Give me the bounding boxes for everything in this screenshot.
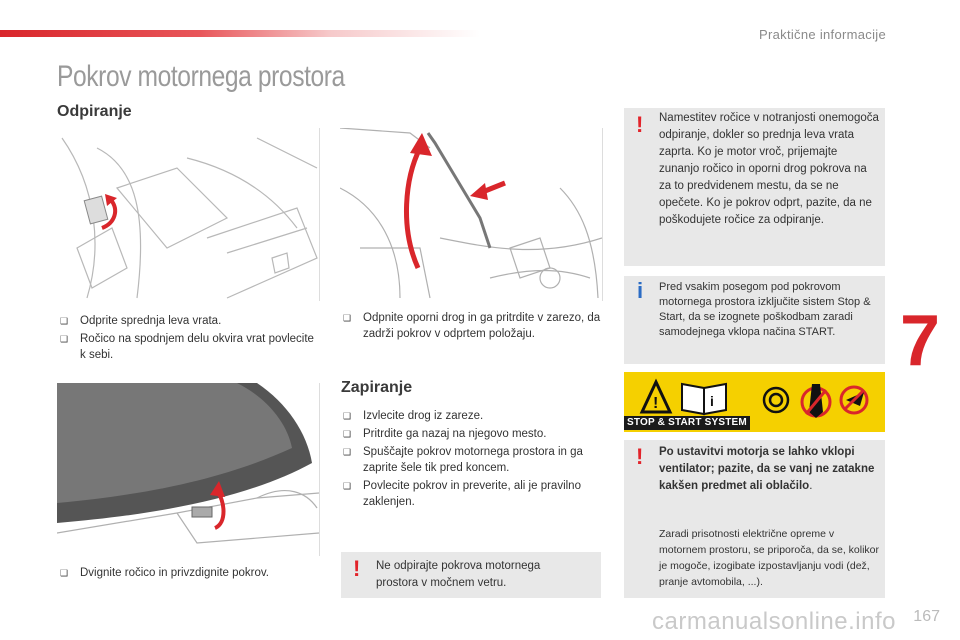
warning-fan-bold: Po ustavitvi motorja se lahko vklopi ventilator; pazite, da se vanj ne zatakne kakšen predmet ali oblačilo: [659, 446, 875, 492]
stop-start-banner: [624, 372, 885, 432]
list-item: ❑ Izvlecite drog iz zareze.: [343, 408, 605, 424]
warning-fan-end: .: [809, 480, 813, 492]
no-hand-icon: [841, 387, 867, 413]
fan-belt-icon: [764, 388, 788, 412]
info-stopstart-text: Pred vsakim posegom pod pokrovom motornega prostora izključite sistem Stop & Start, da se izognete poškodbam zaradi samodejnega vklopa načina START.: [659, 281, 871, 338]
closing-heading: Zapiranje: [341, 379, 413, 396]
list-item: ❑ Odprite sprednja leva vrata.: [60, 313, 315, 329]
chapter-number: 7: [899, 301, 940, 381]
no-tie-icon: [802, 384, 830, 418]
figure-bonnet-lever: [57, 383, 320, 556]
warning-fan-box: [624, 440, 885, 598]
list-item: ❑ Odpnite oporni drog in ga pritrdite v zarezo, da zadrži pokrov v odprtem položaju.: [343, 310, 605, 342]
warning-wind-text: Ne odpirajte pokrova motornega prostora v močnem vetru.: [376, 560, 541, 589]
electrical-note: Zaradi prisotnosti električne opreme v motornem prostoru, se priporoča, da se, kolikor je mogoče, izogibate izpostavljanju vodi (dež, pranje avtomobila, ...).: [659, 528, 880, 588]
warning-fan-text: [659, 444, 879, 495]
info-icon: i: [637, 278, 644, 303]
svg-text:i: i: [710, 393, 714, 409]
warning-exclamation-icon: !: [636, 112, 644, 137]
door-lever-illustration: [57, 128, 319, 301]
section-header: Praktične informacije: [759, 27, 886, 42]
prop-rod-illustration: [340, 128, 602, 301]
page-number: 167: [913, 608, 940, 625]
bonnet-lever-illustration: [57, 383, 319, 556]
warning-exclamation-icon: !: [636, 444, 644, 469]
warning-lever-box: [624, 108, 885, 266]
opening-steps-left: [60, 313, 315, 365]
info-stopstart-box: [624, 276, 885, 364]
watermark: carmanualsonline.info: [652, 608, 896, 635]
warning-exclamation-icon: !: [353, 556, 361, 581]
list-item: ❑ Ročico na spodnjem delu okvira vrat povlecite k sebi.: [60, 331, 315, 363]
page-title: Pokrov motornega prostora: [57, 60, 345, 93]
svg-text:!: !: [653, 395, 659, 412]
list-item: ❑ Povlecite pokrov in preverite, ali je pravilno zaklenjen.: [343, 478, 605, 510]
figure-prop-rod: [340, 128, 603, 301]
stop-start-label: STOP & START SYSTEM: [624, 416, 750, 430]
list-item: ❑ Dvignite ročico in privzdignite pokrov.: [60, 565, 315, 581]
list-item: ❑ Spuščajte pokrov motornega prostora in ga zaprite šele tik pred koncem.: [343, 444, 605, 476]
opening-steps-middle: [343, 310, 605, 344]
figure-door-lever: [57, 128, 320, 301]
opening-heading: Odpiranje: [57, 103, 132, 120]
closing-steps: [343, 408, 605, 512]
opening-step-lower: [60, 565, 315, 583]
manual-book-icon: [682, 384, 726, 414]
list-item: ❑ Pritrdite ga nazaj na njegovo mesto.: [343, 426, 605, 442]
warning-lever-text: Namestitev ročice v notranjosti onemogoča odpiranje, dokler so prednja leva vrata zaprta. Ko je motor vroč, prijemajte zunanjo ročico in oporni drog pokrova na za to predvidenem mestu, da se ne opečete. Ko je pokrov odprt, pazite, da ne poškodujete ročice za odpiranje.: [659, 112, 879, 226]
warning-wind-box: [341, 552, 601, 598]
